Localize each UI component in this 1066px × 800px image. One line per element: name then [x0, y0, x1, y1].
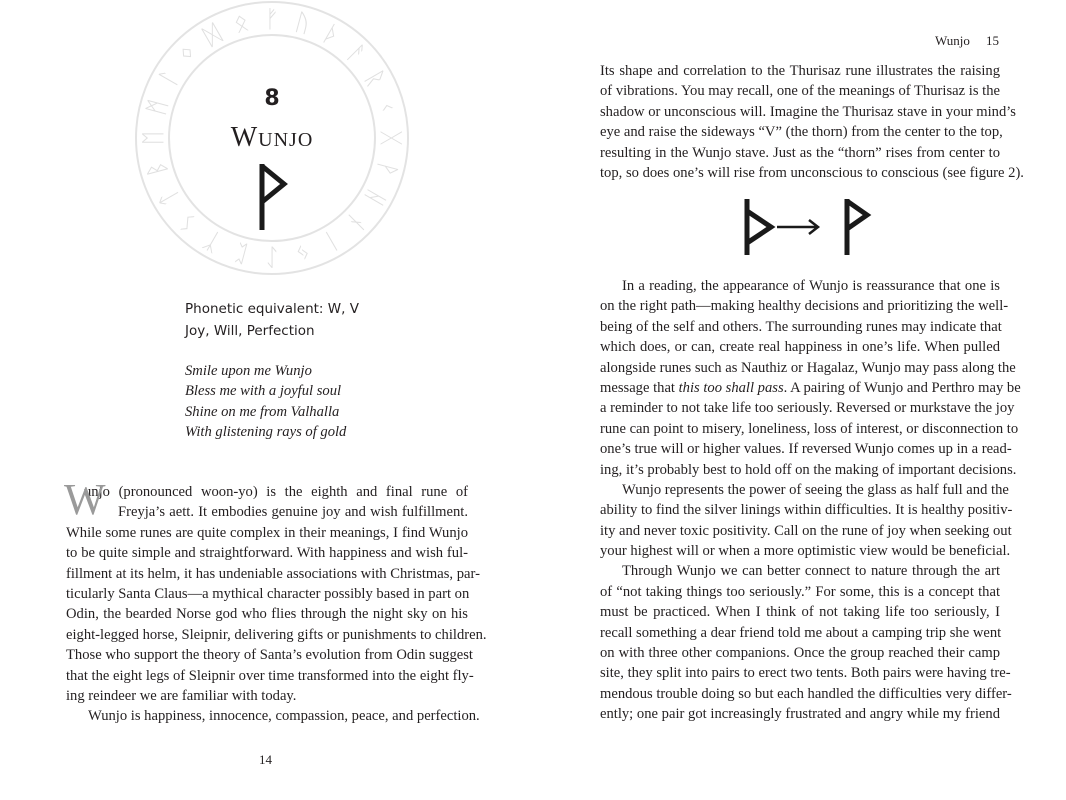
body-line: eye and raise the sideways “V” (the thorn) from the center to the top, [600, 124, 1003, 141]
chapter-number: 8 [264, 86, 280, 111]
body-line: recall something a dear friend told me about a camping trip she went [600, 624, 1002, 641]
ring-rune-glyph: ᛟ [230, 7, 252, 39]
body-line [600, 378, 1021, 398]
text-run: message that [600, 379, 679, 396]
right-page [533, 0, 1066, 800]
body-line: a reminder to not take life too seriously. Reversed or murkstave the joy [600, 400, 1015, 417]
body-line: on with three other companions. Once the group reached their camp [600, 645, 1000, 662]
ring-rune-glyph: ᛒ [141, 158, 173, 180]
body-line: Odin, the bearded Norse god who flies through the night sky on his [66, 606, 468, 623]
body-line: of vibrations. You may recall, one of the meanings of Thurisaz is the [600, 83, 1000, 100]
body-line: on the right path—making healthy decisions and prioritizing the well- [600, 298, 1009, 315]
body-line: resulting in the Wunjo stave. Just as the “thorn” rises from center to [600, 144, 1000, 161]
running-head: Wunjo [935, 33, 970, 48]
left-body-text [64, 475, 487, 727]
rune-meta [185, 298, 359, 342]
body-line: While some runes are quite complex in their meanings, I find Wunjo [66, 524, 468, 541]
ring-rune-glyph: ᛃ [292, 237, 314, 269]
body-line: shadow or unconscious will. Imagine the Thurisaz stave in your mind’s [600, 103, 1016, 120]
body-line: being of the self and others. The surrounding runes may indicate that [600, 318, 1002, 335]
body-line: ently; one pair got increasingly frustrated and angry while my friend [600, 706, 1000, 723]
body-line: top, so does one’s will rise from unconscious to conscious (see figure 2). [600, 164, 1024, 181]
arrow-right-icon [777, 220, 818, 234]
thurisaz-rune-icon [747, 199, 771, 255]
ring-rune-glyph: ᚱ [359, 65, 391, 92]
phonetic-equivalent: Phonetic equivalent: W, V [185, 301, 359, 317]
poem-line: Bless me with a joyful soul [185, 383, 342, 400]
body-line: ity and never toxic positivity. Call on the rune of joy when seeking out [600, 522, 1012, 539]
ring-rune-glyph: ᚾ [341, 207, 372, 238]
figure-thurisaz-to-wunjo [733, 195, 873, 259]
ring-rune-glyph: ᚨ [341, 38, 372, 69]
body-line: mendous trouble doing so but each handled the difficulties very differ- [600, 685, 1012, 702]
poem-line: With glistening rays of gold [185, 424, 347, 441]
paragraph [600, 276, 1021, 725]
body-line: of “not taking things too seriously.” For some, this is a concept that [600, 583, 1000, 600]
ring-rune-glyph: ᛜ [172, 38, 203, 69]
ring-rune-glyph: ᛇ [264, 243, 280, 271]
body-line: ing, it’s probably best to hold off on the making of important decisions. [600, 461, 1017, 478]
ring-rune-glyph: ᚠ [264, 5, 280, 33]
invocation-poem [185, 361, 346, 443]
body-line: Freyja’s aett. It embodies genuine joy and wish fulfillment. [118, 504, 468, 521]
poem-line: Shine on me from Valhalla [185, 403, 340, 420]
chapter-title: Wunjo [230, 122, 314, 153]
wunjo-rune-icon [254, 162, 290, 232]
ring-rune-glyph: ᚹ [371, 158, 403, 180]
body-line: Wunjo represents the power of seeing the glass as half full and the [622, 481, 1009, 498]
body-line: Wunjo is happiness, innocence, compassion, peace, and perfection. [88, 708, 480, 725]
body-line: Through Wunjo we can better connect to nature through the art [622, 563, 1000, 580]
body-line: rune can point to misery, loneliness, loss of interest, or disconnection to [600, 420, 1019, 437]
body-line: which does, or can, create real happiness in one’s life. When pulled [600, 339, 1000, 356]
text-run: . A pairing of Wunjo and Perthro may be [783, 379, 1021, 396]
body-line: one’s true will or higher values. If reversed Wunjo comes up in a read- [600, 441, 1012, 458]
ring-rune-glyph: ᛏ [153, 184, 185, 211]
page-number: 15 [986, 33, 999, 48]
ring-rune-glyph: ᛁ [318, 225, 345, 257]
rune-keywords: Joy, Will, Perfection [185, 323, 315, 339]
body-line: fillment at its helm, it has undeniable associations with Christmas, par- [66, 565, 480, 582]
body-line: eight-legged horse, Sleipnir, delivering gifts or punishments to children. [66, 626, 487, 643]
body-line: must be practiced. When I think of not taking life too seriously, I [600, 604, 1000, 621]
body-line: site, they split into pairs to erect two tents. Both pairs were having tre- [600, 665, 1011, 682]
body-line: your highest will or when a more optimistic view would be beneficial. [600, 543, 1011, 560]
italic-phrase: this too shall pass [678, 379, 784, 396]
ring-rune-glyph: ᚦ [318, 19, 345, 51]
ring-rune-glyph: ᚢ [292, 7, 314, 39]
body-line: that the eight legs of Sleipnir over time transformed into the eight fly- [66, 667, 474, 684]
ring-rune-glyph: ᚺ [359, 184, 391, 211]
paragraph [600, 61, 1024, 183]
ring-rune-glyph: ᛗ [141, 96, 173, 118]
body-line: ing reindeer we are familiar with today. [66, 687, 297, 704]
body-line: Its shape and correlation to the Thurisaz rune illustrates the raising [600, 63, 1000, 79]
ring-rune-glyph: ᚷ [377, 130, 405, 146]
body-line: alongside runes such as Nauthiz or Hagalaz, Wunjo may pass along the [600, 359, 1016, 376]
body-line: unjo (pronounced woon-yo) is the eighth and final rune of [84, 484, 468, 500]
page-number: 14 [259, 752, 272, 767]
body-line: Those who support the theory of Santa’s evolution from Odin suggest [66, 647, 473, 664]
drop-cap: W [64, 475, 106, 524]
body-line: In a reading, the appearance of Wunjo is reassurance that one is [622, 278, 1000, 294]
ring-rune-glyph: ᛉ [199, 225, 226, 257]
body-line: ability to find the silver linings within difficulties. It is healthy positiv- [600, 502, 1013, 519]
body-line: ticularly Santa Claus—a mythical character possibly based in part on [66, 585, 470, 602]
ring-rune-glyph: ᛚ [153, 65, 185, 92]
ring-rune-glyph: ᛈ [230, 237, 252, 269]
ring-rune-glyph: ᛖ [139, 130, 167, 146]
ring-rune-glyph: ᛞ [199, 19, 226, 51]
poem-line: Smile upon me Wunjo [185, 363, 312, 379]
body-line: to be quite simple and straightforward. With happiness and wish ful- [66, 545, 468, 562]
ring-rune-glyph: ᛊ [172, 207, 203, 238]
ring-rune-glyph: ᚲ [371, 96, 403, 118]
wunjo-rune-icon [847, 199, 867, 255]
